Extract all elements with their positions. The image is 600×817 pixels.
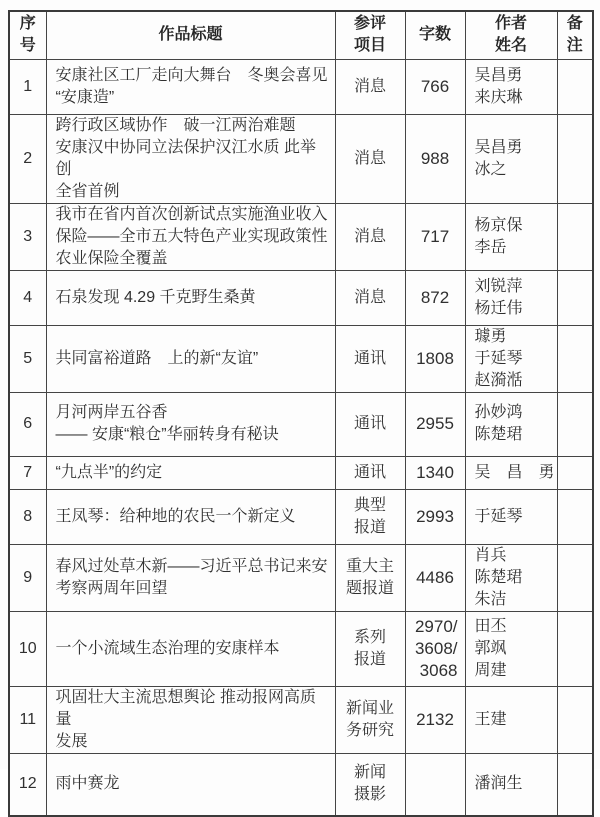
header-row xyxy=(9,11,593,59)
header-no-line: 序 xyxy=(19,15,36,33)
table-row xyxy=(9,489,593,544)
entry-category-cell-line: 重大主 xyxy=(345,557,394,575)
entry-author-cell-line: 璩勇 xyxy=(474,327,507,345)
entry-wordcount-cell xyxy=(405,611,465,686)
entry-title-cell-line: “安康造” xyxy=(55,88,115,106)
entry-category-cell-content xyxy=(336,226,405,248)
entry-category-cell-line: 通讯 xyxy=(353,415,386,432)
entry-wordcount-cell-content xyxy=(406,462,465,484)
entry-wordcount-cell xyxy=(405,59,465,114)
entry-author-cell xyxy=(465,456,557,489)
entry-author-cell-line: 赵漪湉 xyxy=(474,371,523,389)
entry-author-cell xyxy=(465,203,557,270)
entry-note-cell xyxy=(557,325,593,392)
entry-title-cell-line: 跨行政区域协作 破一江两治难题 xyxy=(55,116,296,134)
entry-category-cell xyxy=(335,325,405,392)
entry-category-cell-content xyxy=(336,495,405,539)
entry-author-cell-line: 李岳 xyxy=(474,238,507,256)
entry-title-cell xyxy=(46,753,335,816)
entry-no-cell-line: 7 xyxy=(23,463,33,481)
entry-category-cell-line: 消息 xyxy=(353,149,386,167)
entry-wordcount-cell-line: 2955 xyxy=(416,414,454,433)
entry-category-cell-content xyxy=(336,148,405,170)
entry-author-cell xyxy=(465,114,557,203)
entry-no-cell xyxy=(9,489,46,544)
entry-author-cell-line: 郭飒 xyxy=(474,639,507,657)
table-body xyxy=(9,59,593,816)
header-author-line: 作者 xyxy=(494,15,527,33)
entry-category-cell xyxy=(335,392,405,456)
entry-title-cell xyxy=(46,203,335,270)
entry-no-cell xyxy=(9,544,46,611)
entry-author-cell xyxy=(465,270,557,325)
entry-author-cell-line: 于延琴 xyxy=(474,507,523,525)
entry-author-cell-content xyxy=(466,462,557,484)
entry-no-cell-line: 8 xyxy=(23,507,33,525)
entry-author-cell-line: 杨京保 xyxy=(474,216,523,234)
entry-wordcount-cell-line: 2132 xyxy=(416,709,454,729)
entry-title-cell-line: 共同富裕道路 上的新“友谊” xyxy=(55,349,259,367)
entry-category-cell xyxy=(335,270,405,325)
entry-no-cell-content xyxy=(10,287,46,309)
entry-wordcount-cell-line: 717 xyxy=(420,226,450,246)
entry-wordcount-cell xyxy=(405,392,465,456)
entry-wordcount-cell xyxy=(405,203,465,270)
entry-no-cell xyxy=(9,203,46,270)
entry-title-cell-content xyxy=(47,556,335,600)
entry-note-cell xyxy=(557,114,593,203)
entry-category-cell-line: 摄影 xyxy=(353,786,386,804)
entry-author-cell-line: 吴昌勇 xyxy=(474,138,523,156)
entry-title-cell xyxy=(46,611,335,686)
entry-title-cell xyxy=(46,270,335,325)
entry-wordcount-cell-content xyxy=(406,148,465,170)
entry-author-cell-content xyxy=(466,65,557,109)
entry-no-cell-line: 9 xyxy=(23,568,33,586)
entry-title-cell-line: 巩固壮大主流思想舆论 推动报网高质量 xyxy=(55,688,316,728)
entry-title-cell-content xyxy=(47,773,335,795)
header-word_count-line: 字数 xyxy=(418,26,451,44)
entry-wordcount-cell xyxy=(405,325,465,392)
entry-title-cell-content xyxy=(47,638,335,660)
entry-wordcount-cell xyxy=(405,114,465,203)
header-cell-no xyxy=(9,11,46,59)
entry-author-cell xyxy=(465,753,557,816)
entry-author-cell-line: 王建 xyxy=(474,710,507,728)
entry-title-cell-line: 春风过处草木新——习近平总书记来安 xyxy=(55,557,328,575)
entry-title-cell-line: “九点半”的约定 xyxy=(55,463,163,481)
entry-no-cell xyxy=(9,456,46,489)
entry-author-cell-line: 陈楚珺 xyxy=(474,426,523,443)
entry-title-cell xyxy=(46,686,335,753)
entry-category-cell-line: 报道 xyxy=(353,650,386,668)
entry-author-cell-line: 朱洁 xyxy=(474,590,507,608)
entry-wordcount-cell xyxy=(405,456,465,489)
entry-category-cell-line: 典型 xyxy=(353,496,386,514)
entry-note-cell xyxy=(557,489,593,544)
entry-category-cell-content xyxy=(336,627,405,671)
entry-no-cell-line: 11 xyxy=(19,710,37,728)
entry-note-cell xyxy=(557,544,593,611)
entry-author-cell xyxy=(465,325,557,392)
entry-title-cell-line: —— 安康“粮仓”华丽转身有秘诀 xyxy=(55,426,279,443)
entry-author-cell-content xyxy=(466,137,557,181)
entry-note-cell xyxy=(557,392,593,456)
entry-wordcount-cell-line: 2970/ xyxy=(414,616,458,636)
entry-wordcount-cell xyxy=(405,544,465,611)
entry-wordcount-cell-line: 3068 xyxy=(419,660,458,680)
header-cell-content xyxy=(558,13,593,57)
header-no-line: 号 xyxy=(19,37,36,55)
entry-category-cell-line: 新闻 xyxy=(353,764,386,782)
table-row xyxy=(9,203,593,270)
entry-title-cell-content xyxy=(47,348,335,370)
entry-wordcount-cell-content xyxy=(406,287,465,309)
entry-author-cell xyxy=(465,544,557,611)
table-row xyxy=(9,114,593,203)
entry-category-cell-line: 消息 xyxy=(353,288,386,306)
entry-category-cell-content xyxy=(336,698,405,742)
entry-no-cell xyxy=(9,753,46,816)
entry-title-cell-content xyxy=(47,462,335,484)
entries-table xyxy=(8,10,594,817)
entry-no-cell-content xyxy=(10,148,46,170)
entry-author-cell-line: 吴昌勇 xyxy=(474,66,523,84)
entry-no-cell-content xyxy=(10,506,46,528)
entry-category-cell xyxy=(335,456,405,489)
entry-category-cell-line: 通讯 xyxy=(353,349,386,367)
entry-wordcount-cell-content xyxy=(406,709,465,731)
entry-no-cell-line: 10 xyxy=(18,639,37,657)
entry-wordcount-cell-line: 988 xyxy=(420,148,450,168)
header-cell-category xyxy=(335,11,405,59)
entry-title-cell-content xyxy=(47,402,335,446)
entry-author-cell-line: 田丕 xyxy=(474,617,507,635)
entry-category-cell-line: 务研究 xyxy=(345,721,394,739)
entry-category-cell xyxy=(335,686,405,753)
entry-category-cell-content xyxy=(336,413,405,435)
entry-no-cell-content xyxy=(10,76,46,98)
entry-no-cell-line: 6 xyxy=(23,415,33,432)
entry-wordcount-cell-content xyxy=(406,506,465,528)
entry-no-cell-content xyxy=(10,638,46,660)
entry-author-cell-content xyxy=(466,276,557,320)
entry-wordcount-cell-content xyxy=(406,76,465,98)
header-cell-author xyxy=(465,11,557,59)
entry-category-cell-line: 新闻业 xyxy=(345,699,394,717)
entry-title-cell xyxy=(46,392,335,456)
entry-title-cell xyxy=(46,489,335,544)
entry-title-cell-line: 保险——全市五大特色产业实现政策性 xyxy=(55,227,328,245)
entry-wordcount-cell-line: 3608/ xyxy=(414,638,458,658)
table-row xyxy=(9,611,593,686)
entry-category-cell-line: 系列 xyxy=(353,628,386,646)
entry-wordcount-cell-line: 4486 xyxy=(416,567,454,587)
entry-note-cell xyxy=(557,270,593,325)
entry-title-cell-line: 农业保险全覆盖 xyxy=(55,249,168,267)
header-category-line: 项目 xyxy=(353,37,386,55)
entry-note-cell xyxy=(557,753,593,816)
table-row xyxy=(9,753,593,816)
entry-category-cell xyxy=(335,611,405,686)
entry-wordcount-cell xyxy=(405,686,465,753)
entry-title-cell-line: 考察两周年回望 xyxy=(55,579,168,597)
entry-no-cell-line: 12 xyxy=(18,775,37,793)
entry-title-cell xyxy=(46,456,335,489)
entry-author-cell-line: 潘润生 xyxy=(474,775,523,793)
entry-title-cell-line: 全省首例 xyxy=(55,182,120,200)
entry-no-cell xyxy=(9,392,46,456)
header-cell-content xyxy=(406,24,465,46)
entry-author-cell-line: 杨迁伟 xyxy=(474,299,523,317)
table-row xyxy=(9,392,593,456)
entry-author-cell-line: 冰之 xyxy=(474,160,507,178)
header-cell-content xyxy=(466,13,557,57)
entry-author-cell-content xyxy=(466,773,557,795)
entry-author-cell-line: 吴 昌 勇 xyxy=(474,463,555,481)
entry-wordcount-cell-content xyxy=(406,567,465,589)
entry-title-cell-content xyxy=(47,65,335,109)
entry-wordcount-cell-content xyxy=(406,226,465,248)
entry-note-cell xyxy=(557,611,593,686)
header-title-line: 作品标题 xyxy=(158,26,223,44)
entry-author-cell-content xyxy=(466,616,557,682)
entry-no-cell-line: 5 xyxy=(23,349,33,367)
entry-category-cell-line: 报道 xyxy=(353,518,386,536)
entry-title-cell-content xyxy=(47,687,335,753)
entry-category-cell xyxy=(335,544,405,611)
table-row xyxy=(9,456,593,489)
entry-author-cell-content xyxy=(466,506,557,528)
table-header xyxy=(9,11,593,59)
entry-wordcount-cell-line: 1808 xyxy=(416,348,454,368)
entry-author-cell-content xyxy=(466,326,557,392)
entry-no-cell-content xyxy=(10,567,46,589)
entry-no-cell xyxy=(9,270,46,325)
header-cell-title xyxy=(46,11,335,59)
entry-author-cell-line: 陈楚珺 xyxy=(474,568,523,586)
entry-title-cell-line: 安康社区工厂走向大舞台 冬奥会喜见 xyxy=(55,66,328,84)
entry-title-cell-line: 石泉发现 4.29 千克野生桑黄 xyxy=(55,288,256,306)
header-note-line: 备 xyxy=(566,15,583,33)
header-cell-word_count xyxy=(405,11,465,59)
entry-author-cell xyxy=(465,686,557,753)
entry-title-cell-content xyxy=(47,115,335,203)
entry-author-cell xyxy=(465,611,557,686)
entry-title-cell-content xyxy=(47,506,335,528)
entry-author-cell xyxy=(465,489,557,544)
header-cell-content xyxy=(47,24,335,46)
entry-author-cell-line: 来庆琳 xyxy=(474,88,523,106)
entry-no-cell xyxy=(9,59,46,114)
table-row xyxy=(9,270,593,325)
entry-no-cell-line: 1 xyxy=(23,77,33,95)
entry-author-cell xyxy=(465,392,557,456)
entry-category-cell xyxy=(335,203,405,270)
entry-category-cell-content xyxy=(336,76,405,98)
entry-note-cell xyxy=(557,456,593,489)
entry-author-cell xyxy=(465,59,557,114)
entry-wordcount-cell-line: 872 xyxy=(420,287,450,307)
entry-wordcount-cell xyxy=(405,489,465,544)
entry-title-cell xyxy=(46,114,335,203)
table-row xyxy=(9,325,593,392)
entry-no-cell-content xyxy=(10,773,46,795)
entry-note-cell xyxy=(557,59,593,114)
entry-category-cell-content xyxy=(336,556,405,600)
entry-title-cell-line: 我市在省内首次创新试点实施渔业收入 xyxy=(55,205,328,223)
entry-category-cell-line: 题报道 xyxy=(345,579,394,597)
entry-wordcount-cell-line: 1340 xyxy=(416,462,454,482)
entry-title-cell xyxy=(46,325,335,392)
entry-no-cell-content xyxy=(10,226,46,248)
entry-title-cell-line: 安康汉中协同立法保护汉江水质 此举创 xyxy=(55,138,316,178)
entry-category-cell xyxy=(335,753,405,816)
entry-category-cell-line: 通讯 xyxy=(353,463,386,481)
header-cell-content xyxy=(336,13,405,57)
entry-wordcount-cell-content xyxy=(406,616,465,682)
entry-category-cell xyxy=(335,489,405,544)
entry-no-cell-line: 2 xyxy=(23,149,33,167)
header-cell-content xyxy=(10,13,46,57)
entry-author-cell-line: 周建 xyxy=(474,661,507,679)
entry-author-cell-line: 肖兵 xyxy=(474,546,507,564)
header-author-line: 姓名 xyxy=(494,37,527,55)
entry-title-cell-line: 发展 xyxy=(55,732,88,750)
header-category-line: 参评 xyxy=(353,15,386,33)
entry-note-cell xyxy=(557,686,593,753)
entry-title-cell xyxy=(46,544,335,611)
table-row xyxy=(9,686,593,753)
entry-title-cell xyxy=(46,59,335,114)
entry-category-cell xyxy=(335,114,405,203)
entry-wordcount-cell-content xyxy=(406,348,465,370)
entry-author-cell-line: 孙妙鸿 xyxy=(474,404,523,421)
entry-title-cell-line: 王凤琴：给种地的农民一个新定义 xyxy=(55,507,296,525)
entry-no-cell xyxy=(9,686,46,753)
table-row xyxy=(9,59,593,114)
entry-category-cell xyxy=(335,59,405,114)
entry-author-cell-content xyxy=(466,402,557,446)
entry-author-cell-line: 刘锐萍 xyxy=(474,277,523,295)
entry-title-cell-line: 月河两岸五谷香 xyxy=(55,404,168,421)
entry-wordcount-cell xyxy=(405,753,465,816)
entry-no-cell-content xyxy=(10,348,46,370)
entry-category-cell-line: 消息 xyxy=(353,227,386,245)
entry-no-cell xyxy=(9,611,46,686)
entry-title-cell-content xyxy=(47,204,335,270)
entry-title-cell-content xyxy=(47,287,335,309)
entry-no-cell-content xyxy=(10,709,46,731)
entry-no-cell-content xyxy=(10,462,46,484)
entry-no-cell xyxy=(9,114,46,203)
entry-no-cell-line: 4 xyxy=(23,288,33,306)
header-cell-note xyxy=(557,11,593,59)
entry-category-cell-content xyxy=(336,462,405,484)
entry-note-cell xyxy=(557,203,593,270)
entry-title-cell-line: 雨中赛龙 xyxy=(55,775,120,793)
entry-title-cell-line: 一个小流域生态治理的安康样本 xyxy=(55,639,280,657)
entry-category-cell-content xyxy=(336,287,405,309)
entry-wordcount-cell-line: 2993 xyxy=(416,506,454,526)
entry-author-cell-content xyxy=(466,545,557,611)
entry-no-cell-line: 3 xyxy=(23,227,33,245)
entry-no-cell-content xyxy=(10,413,46,435)
entry-author-cell-content xyxy=(466,709,557,731)
entry-author-cell-content xyxy=(466,215,557,259)
entry-no-cell xyxy=(9,325,46,392)
table-row xyxy=(9,544,593,611)
header-note-line: 注 xyxy=(566,37,583,55)
entry-category-cell-content xyxy=(336,348,405,370)
entry-wordcount-cell-line: 766 xyxy=(420,76,450,96)
entry-author-cell-line: 于延琴 xyxy=(474,349,523,367)
entry-wordcount-cell-content xyxy=(406,413,465,435)
entry-category-cell-line: 消息 xyxy=(353,77,386,95)
entry-wordcount-cell xyxy=(405,270,465,325)
